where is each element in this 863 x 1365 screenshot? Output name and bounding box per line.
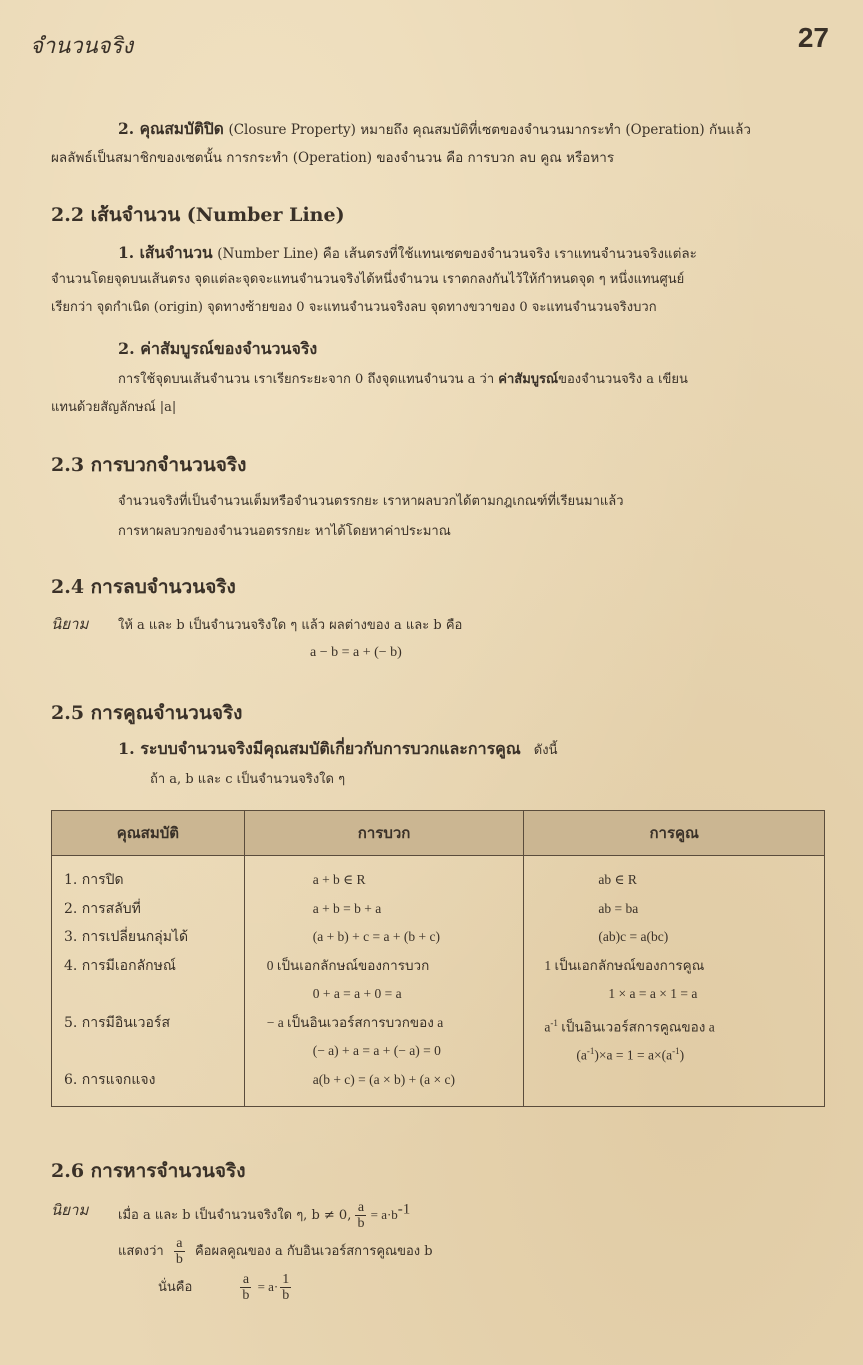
table-header-row — [52, 811, 825, 856]
property-associative: 3. การเปลี่ยนกลุ่มได้ — [64, 929, 189, 945]
closure-line-2: ผลลัพธ์เป็นสมาชิกของเซตนั้น การกระทำ (Operation) ของจำนวน คือ การบวก ลบ คูณ หรือหาร — [51, 150, 615, 166]
multiplication-inverse-formula — [524, 1037, 824, 1066]
fraction-numerator: a — [355, 1200, 366, 1216]
multiplication-identity: 1 เป็นเอกลักษณ์ของการคูณ — [544, 957, 705, 973]
inverse-exponent: -1 — [550, 1017, 558, 1028]
division-definition-line — [118, 1200, 410, 1231]
division-fraction — [355, 1200, 366, 1231]
property-closure: 1. การปิด — [64, 872, 124, 888]
inv-rhs-exp: -1 — [672, 1046, 680, 1056]
absolute-value-heading: 2. ค่าสัมบูรณ์ของจำนวนจริง — [118, 339, 318, 358]
property-inverse: 5. การมีอินเวอร์ส — [64, 1014, 170, 1031]
addition-associative: (a + b) + c = a + (b + c) — [312, 929, 440, 944]
number-line-line1-rest: (Number Line) คือ เส้นตรงที่ใช้แทนเซตของจำนวนจริง เราแทนจำนวนจริงแต่ละ — [217, 246, 697, 262]
show-fraction-numerator: a — [174, 1236, 185, 1252]
thus-right-numerator: 1 — [282, 1272, 290, 1287]
multiplication-commutative: ab = ba — [598, 900, 639, 916]
inv-rhs-close: ) — [679, 1047, 685, 1063]
multiplication-subheading-text: 1. ระบบจำนวนจริงมีคุณสมบัติเกี่ยวกับการบวกและการคูณ — [118, 739, 521, 758]
division-definition-text: เมื่อ a และ b เป็นจำนวนจริงใด ๆ, b ≠ 0, — [118, 1208, 352, 1223]
thus-label: นั่นคือ — [158, 1280, 193, 1295]
addition-inverse: − a เป็นอินเวอร์สการบวกของ a — [266, 1014, 444, 1030]
inv-lhs-close: )×a — [594, 1047, 613, 1063]
addition-inverse-formula: (− a) + a = a + (− a) = 0 — [312, 1043, 441, 1058]
addition-closure: a + b ∈ R — [312, 872, 366, 887]
section-2-4-heading: 2.4 การลบจำนวนจริง — [51, 576, 236, 598]
inv-lhs-exp: -1 — [586, 1046, 595, 1056]
page-number: 27 — [797, 22, 829, 53]
multiplication-distributive-blank — [524, 1066, 824, 1095]
closure-line1-rest: (Closure Property) หมายถึง คุณสมบัติที่เซตของจำนวนมากระทำ (Operation) กันแล้ว — [228, 122, 751, 138]
multiplication-given: ถ้า a, b และ c เป็นจำนวนจริงใด ๆ — [150, 772, 346, 787]
addition-line-1: จำนวนจริงที่เป็นจำนวนเต็มหรือจำนวนตรรกยะ เราหาผลบวกได้ตามกฎเกณฑ์ที่เรียนมาแล้ว — [118, 494, 624, 509]
absolute-value-line-1 — [118, 368, 688, 389]
addition-distributive: a(b + c) = (a × b) + (a × c) — [312, 1071, 455, 1087]
property-identity: 4. การมีเอกลักษณ์ — [64, 957, 176, 974]
inverse-base: a — [544, 1019, 551, 1034]
inv-mid: = 1 = — [615, 1047, 645, 1063]
absolute-value-term: ค่าสัมบูรณ์ — [498, 372, 559, 387]
section-2-3-heading: 2.3 การบวกจำนวนจริง — [51, 454, 247, 476]
multiplication-associative: (ab)c = a(bc) — [598, 929, 669, 944]
inv-lhs-open: (a — [576, 1047, 587, 1063]
section-2-2-heading: 2.2 เส้นจำนวน (Number Line) — [51, 204, 345, 226]
addition-identity: 0 เป็นเอกลักษณ์ของการบวก — [266, 957, 430, 973]
addition-column — [244, 856, 524, 1107]
show-fraction — [174, 1236, 185, 1267]
header-addition: การบวก — [244, 811, 524, 856]
closure-line-1 — [118, 116, 751, 141]
fraction-denominator: b — [357, 1216, 365, 1231]
property-commutative: 2. การสลับที่ — [64, 900, 141, 917]
closure-lead: 2. คุณสมบัติปิด — [118, 119, 224, 138]
property-column — [52, 856, 245, 1107]
properties-table — [51, 810, 825, 1107]
division-thus-line — [158, 1272, 291, 1303]
addition-line-2: การหาผลบวกของจำนวนอตรรกยะ หาได้โดยหาค่าประมาณ — [118, 524, 451, 539]
number-line-line-3: เรียกว่า จุดกำเนิด (origin) จุดทางซ้ายของ 0 จะแทนจำนวนจริงลบ จุดทางขวาของ 0 จะแทนจำนวนจริงบวก — [51, 300, 657, 315]
addition-identity-formula: 0 + a = a + 0 = a — [312, 986, 402, 1001]
subtraction-definition-text: ให้ a และ b เป็นจำนวนจริงใด ๆ แล้ว ผลต่างของ a และ b คือ — [118, 618, 463, 633]
thus-right-denominator: b — [282, 1288, 290, 1303]
property-blank-2 — [64, 1037, 244, 1066]
thus-left-denominator: b — [242, 1288, 250, 1303]
property-distributive: 6. การแจกแจง — [64, 1071, 156, 1088]
multiplication-inverse-text: เป็นอินเวอร์สการคูณของ a — [561, 1019, 715, 1034]
number-line-lead: 1. เส้นจำนวน — [118, 243, 213, 262]
thus-fraction-right — [280, 1272, 291, 1303]
table-body-row — [52, 856, 825, 1107]
number-line-line-1 — [118, 240, 697, 265]
multiplication-identity-formula: 1 × a = a × 1 = a — [608, 986, 698, 1001]
thus-left-numerator: a — [240, 1272, 251, 1288]
multiplication-inverse — [524, 1009, 824, 1038]
multiplication-closure: ab ∈ R — [598, 872, 637, 887]
multiplication-subheading — [118, 737, 557, 762]
multiplication-subheading-tail: ดังนี้ — [533, 743, 558, 758]
subtraction-definition-label: นิยาม — [51, 615, 89, 633]
section-2-6-heading: 2.6 การหารจำนวนจริง — [51, 1160, 246, 1182]
division-show-line — [118, 1236, 433, 1267]
header-multiplication: การคูณ — [524, 811, 825, 856]
number-line-line-2: จำนวนโดยจุดบนเส้นตรง จุดแต่ละจุดจะแทนจำนวนจริงได้หนึ่งจำนวน เราตกลงกันไว้ให้กำหนดจุด ๆ หนึ่งแทนศูนย์ — [51, 272, 685, 287]
show-text: คือผลคูณของ a กับอินเวอร์สการคูณของ b — [194, 1244, 433, 1259]
division-definition-label: นิยาม — [51, 1201, 89, 1219]
thus-middle: = a· — [257, 1279, 279, 1294]
absolute-value-text-a: การใช้จุดบนเส้นจำนวน เราเรียกระยะจาก 0 ถึงจุดแทนจำนวน a ว่า — [118, 372, 495, 387]
multiplication-column — [524, 856, 825, 1107]
show-fraction-denominator: b — [175, 1252, 183, 1267]
addition-commutative: a + b = b + a — [312, 900, 382, 916]
thus-fraction-left — [240, 1272, 251, 1303]
section-2-5-heading: 2.5 การคูณจำนวนจริง — [51, 702, 243, 724]
inv-rhs-open: a×(a — [648, 1047, 673, 1063]
running-title: จำนวนจริง — [30, 33, 134, 58]
division-rhs-exponent: -1 — [397, 1201, 411, 1218]
division-rhs: = a·b — [370, 1207, 398, 1222]
absolute-value-line-2: แทนด้วยสัญลักษณ์ |a| — [51, 400, 177, 415]
header-property: คุณสมบัติ — [52, 811, 245, 856]
property-blank-1 — [64, 980, 244, 1009]
absolute-value-text-b: ของจำนวนจริง a เขียน — [558, 372, 688, 387]
subtraction-formula: a − b = a + (− b) — [310, 645, 402, 660]
show-label: แสดงว่า — [118, 1244, 164, 1259]
